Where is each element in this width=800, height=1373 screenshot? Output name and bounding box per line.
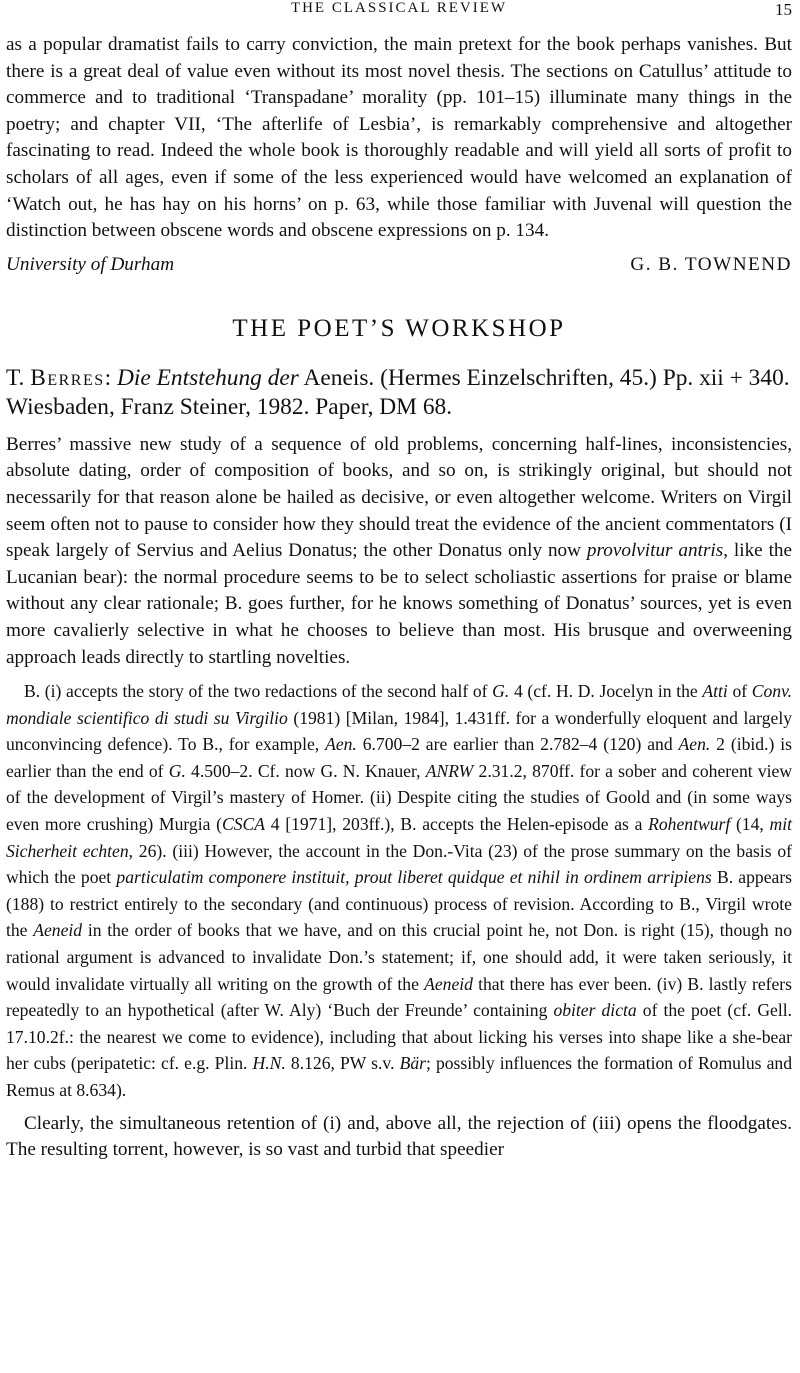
text-run: ; possibly influences the formation of Romulus and Remus at 8.634).: [6, 1053, 792, 1100]
journal-title: THE CLASSICAL REVIEW: [290, 0, 508, 16]
book-series: (Hermes Einzelschriften, 45.): [380, 364, 657, 391]
text-run: B. (i) accepts the story of the two redactions of the second half of: [24, 681, 488, 702]
italic-ref: H.N.: [252, 1053, 286, 1074]
text-run: (14,: [735, 814, 764, 835]
review-heading: THE POET’S WORKSHOP: [232, 314, 566, 342]
reviewer-name: G. B. TOWNEND: [630, 253, 792, 275]
italic-ref: particulatim componere instituit, prout liberet quidque et nihil in ordinem arripiens: [116, 867, 712, 888]
italic-ref: obiter dicta: [553, 1000, 637, 1021]
italic-ref: Bär: [399, 1053, 426, 1074]
italic-ref: ANRW: [425, 760, 474, 781]
reviewer-institution: University of Durham: [6, 253, 175, 275]
text-run: B. appears (188) to restrict entirely to the secondary (and continuous) process of revision. According to B., Virgil wrote the: [6, 867, 793, 941]
review-paragraph-1: [6, 432, 792, 671]
text-run: 8.126, PW s.v.: [290, 1053, 395, 1074]
book-title-work: Aeneis.: [303, 364, 375, 391]
author-surname: Berres: [30, 364, 105, 391]
italic-ref: G.: [492, 681, 510, 702]
text-run: Berres’ massive new study of a sequence of old problems, concerning half-lines, inconsistencies, absolute dating, order of composition of books, and so on, is strikingly original, but should not necessarily for that reason alone be hailed as decisive, or even altogether welcome. Writers on Virgil seem often not to pause to consider how they should treat the evidence of the ancient commentators (I speak largely of Servius and Aelius Donatus; the other Donatus only now: [6, 433, 792, 562]
text-run: 2 (ibid.) is earlier than the end of: [6, 734, 792, 781]
italic-ref: Conv. mondiale scientifico di studi su Virgilio: [6, 681, 792, 728]
text-run: 4.500–2. Cf. now G. N. Knauer,: [191, 760, 421, 781]
italic-ref: CSCA: [221, 814, 265, 835]
text-run: 4 [1971], 203ff.), B. accepts the Helen-episode as a: [270, 814, 643, 835]
italic-ref: Rohentwurf: [648, 814, 731, 835]
text-run: (1981) [Milan, 1984], 1.431ff. for a wonderfully eloquent and largely unconvincing defence). To B., for example,: [6, 707, 793, 755]
reviewer-signature: [6, 254, 792, 282]
book-citation: [6, 364, 792, 423]
book-title: Die Entstehung der: [117, 364, 299, 391]
previous-review-closing-paragraph: as a popular dramatist fails to carry conviction, the main pretext for the book perhaps vanishes. But there is a great deal of value even without its most novel thesis. The sections on Catullus’ attitude to commerce and to traditional ‘Transpadane’ morality (pp. 101–15) illuminate many things in the poetry; and chapter VII, ‘The afterlife of Lesbia’, is remarkably comprehensive and altogether fascinating to read. Indeed the whole book is thoroughly readable and will yield all sorts of profit to scholars of all ages, even if some of the less experienced would have welcomed an explanation of ‘Watch out, he has hay on his horns’ on p. 63, while those familiar with Juvenal will question the distinction between obscene words and obscene expressions on p. 134.: [6, 34, 792, 242]
italic-ref: Aeneid: [33, 920, 83, 941]
text-run: , like the Lucanian bear): the normal procedure seems to be to select scholiastic assertions for praise or blame without any clear rationale; B. goes further, for he knows something of Donatus’ sources, yet is even more cavalierly selective in what he chooses to believe than most. His brusque and overweening approach leads directly to startling novelties.: [6, 540, 793, 668]
review-paragraph-3: Clearly, the simultaneous retention of (i) and, above all, the rejection of (iii) opens the floodgates. The resulting torrent, however, is so vast and turbid that speedier: [6, 1112, 792, 1161]
italic-ref: Aen.: [325, 734, 357, 755]
journal-page: [6, 0, 792, 1164]
running-head: [6, 0, 792, 22]
citation-colon: :: [104, 364, 112, 391]
text-run: that there has ever been. (iv) B. lastly refers repeatedly to an hypothetical (after W. Aly) ‘Buch der Freunde’ containing: [6, 973, 792, 1021]
review-paragraph-2: [6, 678, 792, 1104]
book-details: Pp. xii + 340. Wiesbaden, Franz Steiner, 1982. Paper, DM 68.: [6, 364, 790, 421]
text-run: 6.700–2 are earlier than 2.782–4 (120) and: [362, 734, 673, 755]
italic-ref: Aeneid: [424, 973, 473, 994]
text-run: 2.31.2, 870ff. for a sober and coherent view of the development of Virgil’s mastery of Homer. (ii) Despite citing the studies of Goold and (in some ways even more crushing) Murgia (: [6, 760, 793, 835]
text-run: , 26). (iii) However, the account in the Don.-Vita (23) of the prose summary on the basis of which the poet: [6, 840, 792, 888]
latin-phrase: provolvitur antris: [586, 540, 724, 562]
author-initial: T.: [6, 364, 25, 391]
page-number: 15: [775, 0, 792, 19]
text-run: of the poet (cf. Gell. 17.10.2f.: the nearest we come to evidence), including that about licking his verses into shape like a she-bear her cubs (peripatetic: cf. e.g. Plin.: [6, 1000, 793, 1074]
text-run: of: [732, 681, 748, 702]
text-run: 4 (cf. H. D. Jocelyn in the: [513, 681, 698, 702]
italic-ref: Atti: [702, 681, 728, 702]
italic-ref: Aen.: [678, 734, 711, 755]
italic-ref: G.: [168, 760, 186, 781]
text-run: in the order of books that we have, and on this crucial point he, not Don. is right (15), though no rational argument is advanced to invalidate Don.’s statement; if, one should add, it were taken seriously, it would invalidate virtually all writing on the growth of the: [6, 920, 792, 994]
italic-ref: mit Sicherheit echten: [6, 814, 793, 861]
